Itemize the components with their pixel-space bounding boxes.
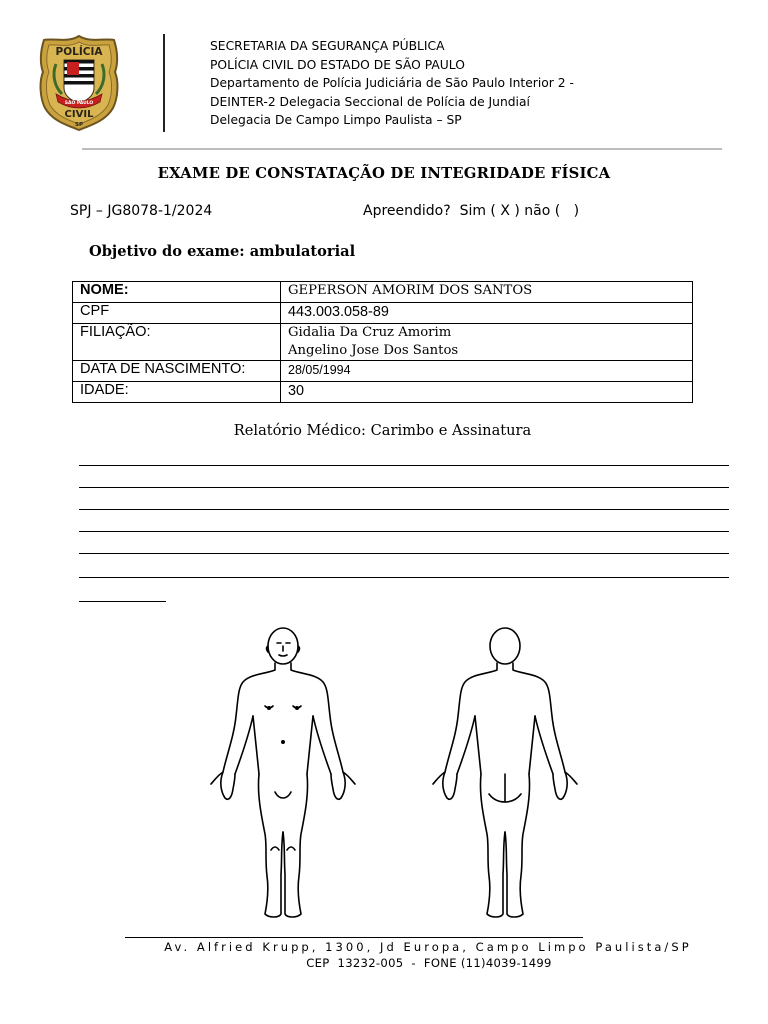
header-line-delegacia: Delegacia De Campo Limpo Paulista – SP xyxy=(210,113,462,128)
header-line-policia-civil: POLÍCIA CIVIL DO ESTADO DE SÃO PAULO xyxy=(210,57,465,72)
nome-label: NOME: xyxy=(73,282,281,303)
policia-civil-badge-logo xyxy=(38,34,120,132)
header-institution-block xyxy=(210,37,574,130)
badge-top-text: POLÍCIA xyxy=(55,46,103,58)
filiacao-value xyxy=(281,324,693,361)
medical-report-heading: Relatório Médico: Carimbo e Assinatura xyxy=(233,422,532,439)
footer-address: Av. Alfried Krupp, 1300, Jd Europa, Campo Limpo Paulista/SP xyxy=(164,940,692,954)
body-back-figure xyxy=(433,628,577,917)
table-row xyxy=(73,361,693,382)
header-divider xyxy=(163,34,165,132)
footer-contact: CEP 13232-005 - FONE (11)4039-1499 xyxy=(306,956,552,970)
header-line-departamento: Departamento de Polícia Judiciária de São Paulo Interior 2 - xyxy=(210,76,574,91)
table-row xyxy=(73,382,693,403)
report-line xyxy=(79,553,729,554)
badge-bottom-text: CIVIL xyxy=(64,109,94,120)
badge-state-text: SP xyxy=(75,122,83,128)
report-line xyxy=(79,531,729,532)
header-line-secretaria: SECRETARIA DA SEGURANÇA PÚBLICA xyxy=(210,39,445,53)
table-row xyxy=(73,282,693,303)
filiacao-label: FILIAÇÃO: xyxy=(73,324,281,361)
nascimento-label: DATA DE NASCIMENTO: xyxy=(73,361,281,382)
body-front-figure xyxy=(211,628,355,917)
spj-number: SPJ – JG8078-1/2024 xyxy=(70,203,213,219)
exam-objective: Objetivo do exame: ambulatorial xyxy=(89,243,356,260)
cpf-label: CPF xyxy=(73,303,281,324)
filiacao-father: Angelino Jose Dos Santos xyxy=(288,343,459,358)
table-row xyxy=(73,324,693,361)
report-line xyxy=(79,577,729,578)
badge-ribbon-text: SÃO PAULO xyxy=(64,101,94,106)
table-row xyxy=(73,303,693,324)
report-line xyxy=(79,601,166,602)
apreendido-question: Apreendido? Sim ( X ) não ( ) xyxy=(363,203,580,219)
nome-value: GEPERSON AMORIM DOS SANTOS xyxy=(281,282,693,303)
body-diagram-front-and-back xyxy=(205,624,585,924)
identification-table xyxy=(72,281,693,403)
report-line xyxy=(79,509,729,510)
header-rule xyxy=(82,148,722,150)
nascimento-value: 28/05/1994 xyxy=(281,361,693,382)
filiacao-mother: Gidalia Da Cruz Amorim xyxy=(288,325,452,340)
idade-value: 30 xyxy=(281,382,693,403)
header-line-deinter: DEINTER-2 Delegacia Seccional de Polícia de Jundiaí xyxy=(210,94,530,109)
document-title: EXAME DE CONSTATAÇÃO DE INTEGRIDADE FÍSICA xyxy=(157,165,611,182)
footer-rule xyxy=(125,937,583,938)
report-line xyxy=(79,465,729,466)
cpf-value: 443.003.058-89 xyxy=(281,303,693,324)
report-line xyxy=(79,487,729,488)
idade-label: IDADE: xyxy=(73,382,281,403)
